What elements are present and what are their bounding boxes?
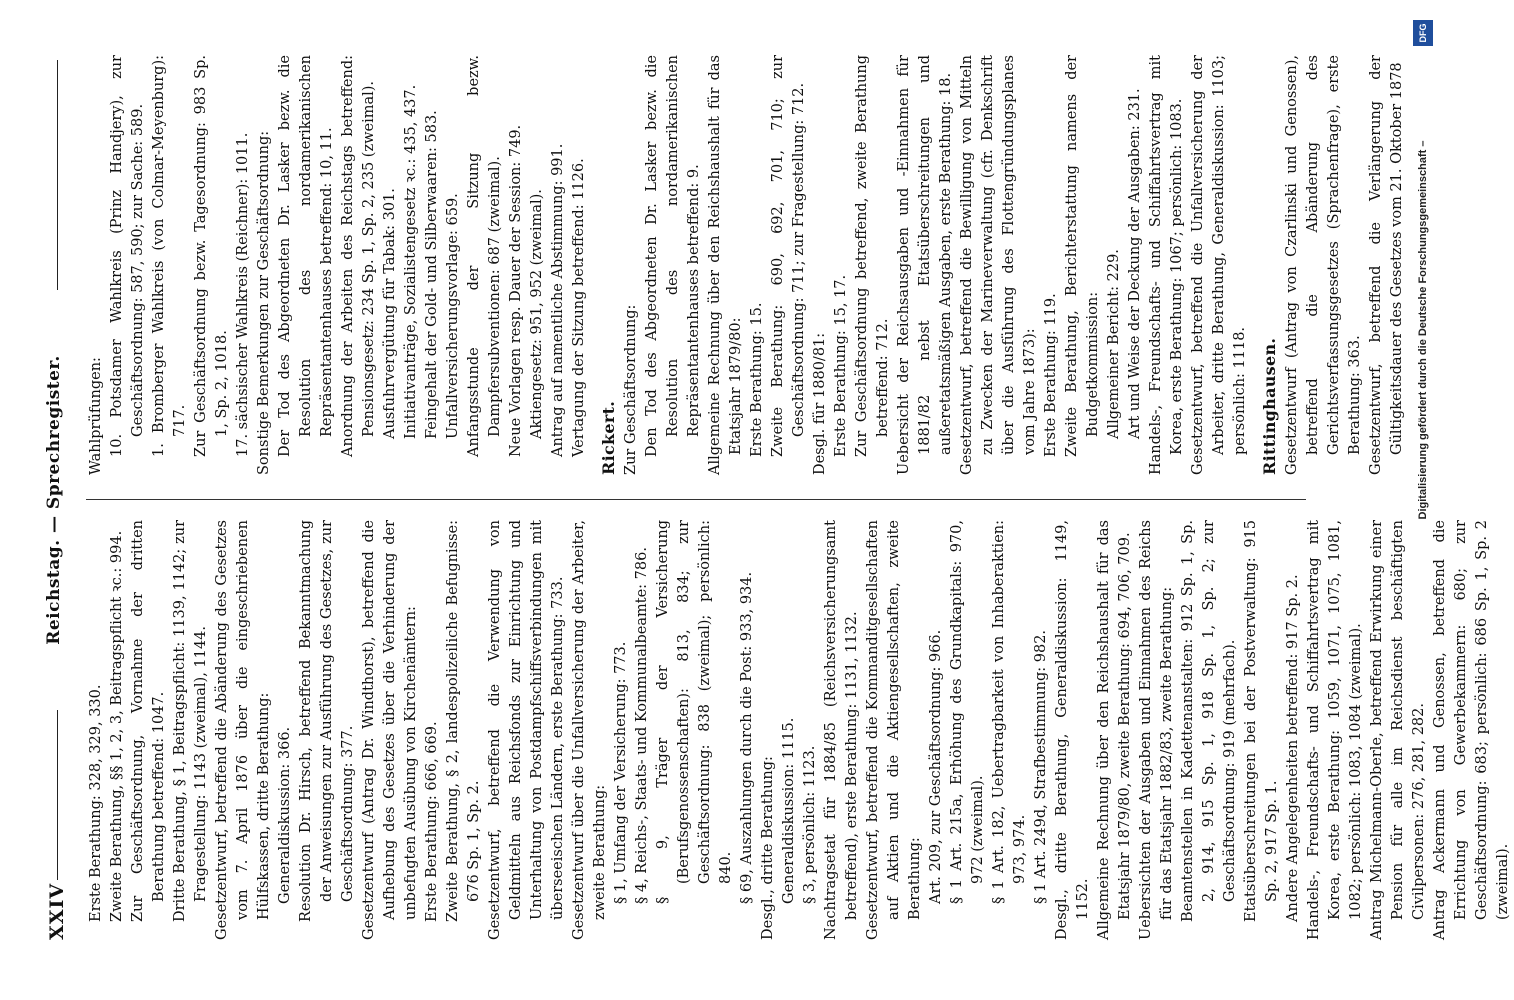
right-column: [86, 55, 1405, 475]
register-entry: Gesetzentwurf (Antrag von Czarlinski und Genossen), betreffend die Abänderung des Gerichtsverfassungsgesetzes (Sprachenfrage), erste Berathung: 363.: [1284, 55, 1363, 475]
register-entry: § 3, persönlich: 1123.: [802, 745, 818, 904]
speaker-heading: Rittinghausen.: [1260, 337, 1279, 475]
header-rule-right: [57, 60, 58, 290]
register-entry: § 69, Auszahlungen durch die Post: 933, 934.: [739, 571, 755, 904]
register-entry: Zur Geschäftsordnung bezw. Tagesordnung: 983 Sp. 1, Sp. 2, 1018.: [193, 55, 230, 457]
dfg-logo: [1413, 20, 1433, 46]
register-entry: Handels-, Freundschafts- und Schiffahrtsvertrag mit Korea, erste Berathung: 1059, 1071, 1075, 1081, 1082; persönlich: 1083, 1084 (zweimal).: [1306, 520, 1364, 940]
register-entry: Handels-, Freundschafts- und Schiffahrtsvertrag mit Korea, erste Berathung: 1067; persönlich: 1083.: [1148, 55, 1185, 475]
register-entry: Vertagung der Sitzung betreffend: 1126.: [571, 158, 587, 457]
register-entry: Erste Berathung: 119.: [1043, 293, 1059, 457]
register-entry: § 4, Reichs-, Staats- und Kommunalbeamte: 786.: [634, 547, 650, 904]
register-entry: Uebersicht der Reichsausgaben und -Einnahmen für 1881/82 nebst Etatsüberschreitungen und außeretatsmäßigen Ausgaben, erste Berathung: 18.: [896, 55, 954, 475]
register-entry: Zur Geschäftsordnung:: [623, 304, 639, 475]
register-entry: Gesetzentwurf (Antrag Dr. Windthorst), betreffend die Aufhebung des Gesetzes über die Verhinderung der unbefugten Ausübung von Kirchenämtern:: [361, 520, 419, 940]
register-entry: Dritte Berathung, § 1, Beitragspflicht: 1139, 1142; zur Fragestellung: 1143 (zweimal), 1144.: [172, 520, 209, 922]
register-entry: Etatsüberschreitungen bei der Postverwaltung: 915 Sp. 2, 917 Sp. 1.: [1243, 520, 1280, 922]
register-entry: Allgemeiner Bericht: 229.: [1106, 249, 1122, 439]
register-entry: Generaldiskussion: 366.: [277, 726, 293, 904]
digitization-note-text: Digitalisierung gefördert durch die Deutsche Forschungsgemeinschaft –: [1417, 140, 1429, 520]
register-entry: 10. Potsdamer Wahlkreis (Prinz Handjery), zur Geschäftsordnung: 587, 590; zur Sache: 589.: [109, 55, 146, 457]
page-header: [42, 60, 68, 940]
register-entry: Gesetzentwurf, betreffend die Kommanditgesellschaften auf Aktien und die Aktiengesellschaften, zweite Berathung:: [865, 520, 923, 940]
register-entry: Uebersichten der Ausgaben und Einnahmen des Reichs für das Etatsjahr 1882/83, zweite Berathung:: [1138, 520, 1175, 940]
register-entry: Wahlprüfungen:: [88, 357, 104, 475]
register-entry: Feingehalt der Gold- und Silberwaaren: 583.: [424, 110, 440, 439]
register-entry: Anordnung der Arbeiten des Reichstags betreffend: Pensionsgesetz: 234 Sp. 1, Sp. 2, 235 (zweimal).: [340, 55, 377, 457]
register-entry: Gesetzentwurf, betreffend die Bewilligung von Mitteln zu Zwecken der Marineverwaltung (cfr. Denkschrift über die Ausführung des Flottengründungsplanes vom Jahre 1873):: [959, 55, 1038, 475]
register-entry: § 9, Träger der Versicherung (Berufsgenossenschaften): 813, 834; zur Geschäftsordnung: 838 (zweimal); persönlich: 840.: [655, 520, 734, 904]
left-column: [86, 520, 1511, 940]
register-entry: Desgl., dritte Berathung, Generaldiskussion: 1149, 1152.: [1054, 520, 1091, 940]
register-entry: Zweite Berathung, § 2, landespolizeiliche Befugnisse: 676 Sp. 1, Sp. 2.: [445, 520, 482, 922]
register-entry: Der Tod des Abgeordneten Dr. Lasker bezw. die Resolution des nordamerikanischen Repräsentantenhauses betreffend: 10, 11.: [277, 55, 335, 457]
register-entry: Sonstige Bemerkungen zur Geschäftsordnung:: [256, 130, 272, 475]
register-entry: 17. sächsischer Wahlkreis (Reichner): 1011.: [235, 132, 251, 457]
register-entry: Allgemeine Rechnung über den Reichshaushalt für das Etatsjahr 1879/80, zweite Berathung: 694, 706, 709.: [1096, 520, 1133, 940]
register-entry: Erste Berathung: 666, 669.: [424, 721, 440, 922]
register-entry: Anfangsstunde der Sitzung bezw. Dampfersubventionen: 687 (zweimal).: [466, 55, 503, 457]
register-entry: Antrag Michelmann-Oberle, betreffend Erwirkung einer Pension für alle im Reichsdienst beschäftigten Civilpersonen: 276, 281, 282.: [1369, 520, 1427, 940]
header-rule-left: [57, 710, 58, 880]
running-title: Reichstag. — Sprechregister.: [44, 355, 64, 645]
register-entry: Erste Berathung: 15.: [749, 302, 765, 457]
register-entry: Gesetzentwurf über die Unfallversicherung der Arbeiter, zweite Berathung:: [571, 520, 608, 940]
register-entry: Initiativanträge, Sozialistengesetz ꝛc.: 435, 437.: [403, 84, 419, 439]
register-entry: Art und Weise der Deckung der Ausgaben: 231.: [1127, 88, 1143, 439]
register-entry: Gesetzentwurf, betreffend die Verlängerung der Gültigkeitsdauer des Gesetzes vom 21. Oktober 1878: [1368, 55, 1405, 475]
register-entry: Resolution Dr. Hirsch, betreffend Bekanntmachung der Anweisungen zur Ausführung des Gesetzes, zur Geschäftsordnung: 377.: [298, 520, 356, 922]
register-entry: Beamtenstellen in Kadettenanstalten: 912 Sp. 1, Sp. 2, 914, 915 Sp. 1, 918 Sp. 1, Sp. 2; zur Geschäftsordnung: 919 (mehrfach).: [1180, 520, 1238, 922]
digitization-note: [1413, 50, 1433, 610]
register-entry: Unfallversicherungsvorlage: 659.: [445, 193, 461, 439]
column-separator: [86, 499, 1306, 500]
register-entry: Zur Geschäftsordnung, Vornahme der dritten Berathung betreffend: 1047.: [130, 520, 167, 922]
register-entry: Zur Geschäftsordnung betreffend, zweite Berathung betreffend: 712.: [854, 55, 891, 457]
register-entry: § 1, Umfang der Versicherung: 773.: [613, 641, 629, 904]
register-entry: Desgl. für 1880/81:: [812, 332, 828, 475]
register-entry: Allgemeine Rechnung über den Reichshaushalt für das Etatsjahr 1879/80:: [707, 55, 744, 475]
register-entry: Gesetzentwurf, betreffend die Abänderung des Gesetzes vom 7. April 1876 über die eingeschriebenen Hülfskassen, dritte Berathung:: [214, 520, 272, 940]
page-number: XXIV: [46, 882, 68, 940]
register-entry: Den Tod des Abgeordneten Dr. Lasker bezw. die Resolution des nordamerikanischen Repräsentantenhauses betreffend: 9.: [644, 55, 702, 457]
register-entry: Neue Vorlagen resp. Dauer der Session: 749.: [508, 124, 524, 457]
register-entry: Erste Berathung: 328, 329, 330.: [88, 684, 104, 922]
register-entry: Ausfuhrvergütung für Tabak: 301.: [382, 188, 398, 439]
register-entry: 1. Bromberger Wahlkreis (von Colmar-Meyenburg): 717.: [151, 55, 188, 457]
dfg-logo-text: DFG: [1418, 23, 1428, 43]
speaker-heading: Rickert.: [599, 400, 618, 475]
register-entry: Nachtragsetat für 1884/85 (Reichsversicherungsamt betreffend), erste Berathung: 1131, 1132.: [823, 520, 860, 940]
register-entry: Gesetzentwurf, betreffend die Unfallversicherung der Arbeiter, dritte Berathung, Generaldiskussion: 1103; persönlich: 1118.: [1190, 55, 1248, 475]
register-entry: Zweite Berathung: 690, 692, 701, 710; zur Geschäftsordnung: 711; zur Fragestellung: 712.: [770, 55, 807, 457]
register-entry: § 1 Art. 249d, Strafbestimmung: 982.: [1033, 629, 1049, 904]
register-entry: Zweite Berathung, §§ 1, 2, 3, Beitragspflicht ꝛc.: 994.: [109, 530, 125, 922]
register-entry: Andere Angelegenheiten betreffend: 917 Sp. 2.: [1285, 574, 1301, 922]
register-entry: Erste Berathung: 15, 17.: [833, 274, 849, 457]
register-entry: § 1 Art. 215a, Erhöhung des Grundkapitals: 970, 972 (zweimal).: [949, 520, 986, 904]
register-entry: Aktiengesetz: 951, 952 (zweimal).: [529, 189, 545, 439]
register-entry: Gesetzentwurf, betreffend die Verwendung von Geldmitteln aus Reichsfonds zur Einrichtung und Unterhaltung von Postdampfschiffsverbindungen mit überseeischen Ländern, erste Berathung: 733.: [487, 520, 566, 940]
register-entry: Antrag auf namentliche Abstimmung: 991.: [550, 143, 566, 457]
register-entry: Art. 209, zur Geschäftsordnung: 966.: [928, 629, 944, 904]
register-entry: Antrag Ackermann und Genossen, betreffend die Errichtung von Gewerbekammern: 680; zur Geschäftsordnung: 683; persönlich: 686 Sp. 1, Sp. 2 (zweimal).: [1432, 520, 1511, 940]
register-entry: Desgl., dritte Berathung:: [760, 756, 776, 940]
register-entry: Zweite Berathung, Berichterstattung namens der Budgetkommission:: [1064, 55, 1101, 457]
register-entry: Generaldiskussion: 1115.: [781, 717, 797, 904]
register-entry: § 1 Art. 182, Uebertragbarkeit von Inhaberaktien: 973, 974.: [991, 520, 1028, 904]
